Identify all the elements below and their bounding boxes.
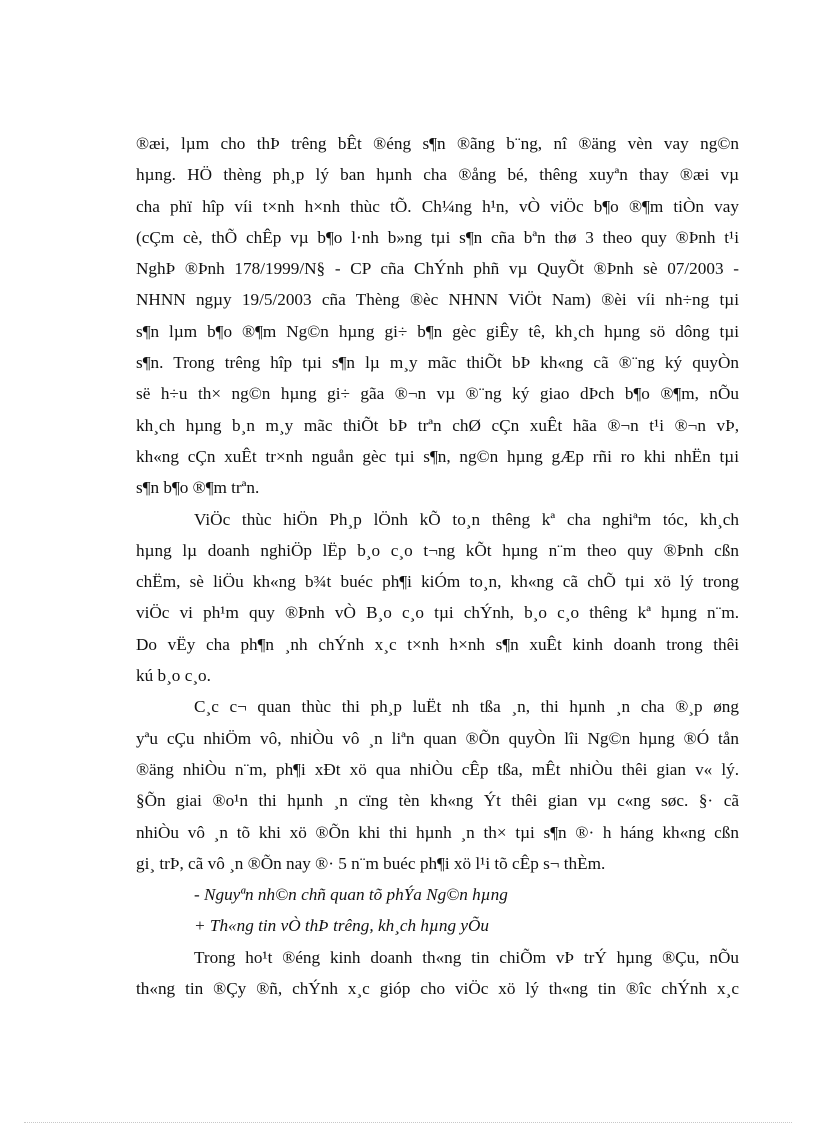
text-line: kú b¸o c¸o. [136,666,211,686]
text-line: viÖc vi ph¹m quy ®Þnh vÒ B¸o c¸o tµi chÝnh, b¸o c¸o thêng kª hµng n¨m. [136,603,739,623]
text-line: hµng. HÖ thèng ph¸p lý ban hµnh cha ®ång bé, thêng xuyªn thay ®æi vµ [136,165,739,185]
section-heading: - Nguyªn nh©n chñ quan tõ phÝa Ng©n hµng [194,885,508,905]
text-line: th«ng tin ®Çy ®ñ, chÝnh x¸c gióp cho viÖc xö lý th«ng tin ®îc chÝnh x¸c [136,979,739,999]
text-line: së h÷u th× ng©n hµng gi÷ gãa ®¬n vµ ®¨ng ký giao dÞch b¶o ®¶m, nÕu [136,384,739,404]
subsection-heading: + Th«ng tin vÒ thÞ trêng, kh¸ch hµng yÕu [194,916,490,936]
text-line: ®äng nhiÒu n¨m, ph¶i xÐt xö qua nhiÒu cÊp tßa, mÊt nhiÒu thêi gian v« lý. [136,759,739,779]
text-line: kh¸ch hµng b¸n m¸y mãc thiÕt bÞ trªn chØ cÇn xuÊt hãa ®¬n t¹i ®¬n vÞ, [136,415,739,435]
document-body [136,128,739,1004]
text-line: NHNN ngµy 19/5/2003 cña Thèng ®èc NHNN ViÖt Nam) ®èi víi nh÷ng tµi [136,290,739,310]
text-line: NghÞ ®Þnh 178/1999/N§ - CP cña ChÝnh phñ vµ QuyÕt ®Þnh sè 07/2003 - [136,259,739,279]
text-line: ®æi, lµm cho thÞ trêng bÊt ®éng s¶n ®ãng b¨ng, nî ®äng vèn vay ng©n [136,134,739,153]
text-line: s¶n b¶o ®¶m trªn. [136,478,260,498]
text-line: gi¸ trÞ, cã vô ¸n ®Õn nay ®· 5 n¨m buéc ph¶i xö l¹i tõ cÊp s¬ thÈm. [136,853,606,873]
text-line: kh«ng cÇn xuÊt tr×nh nguån gèc tµi s¶n, ng©n hµng gÆp rñi ro khi nhËn tµi [136,446,739,466]
text-line: (cÇm cè, thÕ chÊp vµ b¶o l·nh b»ng tµi s¶n cña bªn thø 3 theo quy ®Þnh t¹i [136,227,739,247]
text-line: s¶n lµm b¶o ®¶m Ng©n hµng gi÷ b¶n gèc giÊy tê, kh¸ch hµng sö dông tµi [136,321,739,341]
text-line: cha phï hîp víi t×nh h×nh thùc tÕ. Ch¼ng h¹n, vÒ viÖc b¶o ®¶m tiÒn vay [136,196,739,216]
text-line: nhiÒu vô ¸n tõ khi xö ®Õn khi thi hµnh ¸n th× tµi s¶n ®· h háng kh«ng cßn [136,822,739,842]
text-line: chËm, sè liÖu kh«ng b¾t buéc ph¶i kiÓm to¸n, kh«ng cã chÕ tµi xö lý trong [136,572,739,592]
text-line: yªu cÇu nhiÖm vô, nhiÒu vô ¸n liªn quan ®Õn quyÒn lîi Ng©n hµng ®Ó tån [136,728,739,748]
text-line: Trong ho¹t ®éng kinh doanh th«ng tin chiÕm vÞ trÝ hµng ®Çu, nÕu [194,947,739,967]
text-line: C¸c c¬ quan thùc thi ph¸p luËt nh tßa ¸n, thi hµnh ¸n cha ®¸p øng [194,697,739,717]
text-line: s¶n. Trong trêng hîp tµi s¶n lµ m¸y mãc thiÕt bÞ kh«ng cã ®¨ng ký quyÒn [136,353,739,373]
text-line: §Õn giai ®o¹n thi hµnh ¸n cïng tèn kh«ng Ýt thêi gian vµ c«ng søc. §· cã [136,791,739,811]
text-line: hµng lµ doanh nghiÖp lËp b¸o c¸o t¬ng kÕt hµng n¨m theo quy ®Þnh cßn [136,540,739,560]
text-line: Do vËy cha ph¶n ¸nh chÝnh x¸c t×nh h×nh s¶n xuÊt kinh doanh trong thêi [136,634,739,654]
text-line: ViÖc thùc hiÖn Ph¸p lÖnh kÕ to¸n thêng kª cha nghiªm tóc, kh¸ch [194,509,739,529]
